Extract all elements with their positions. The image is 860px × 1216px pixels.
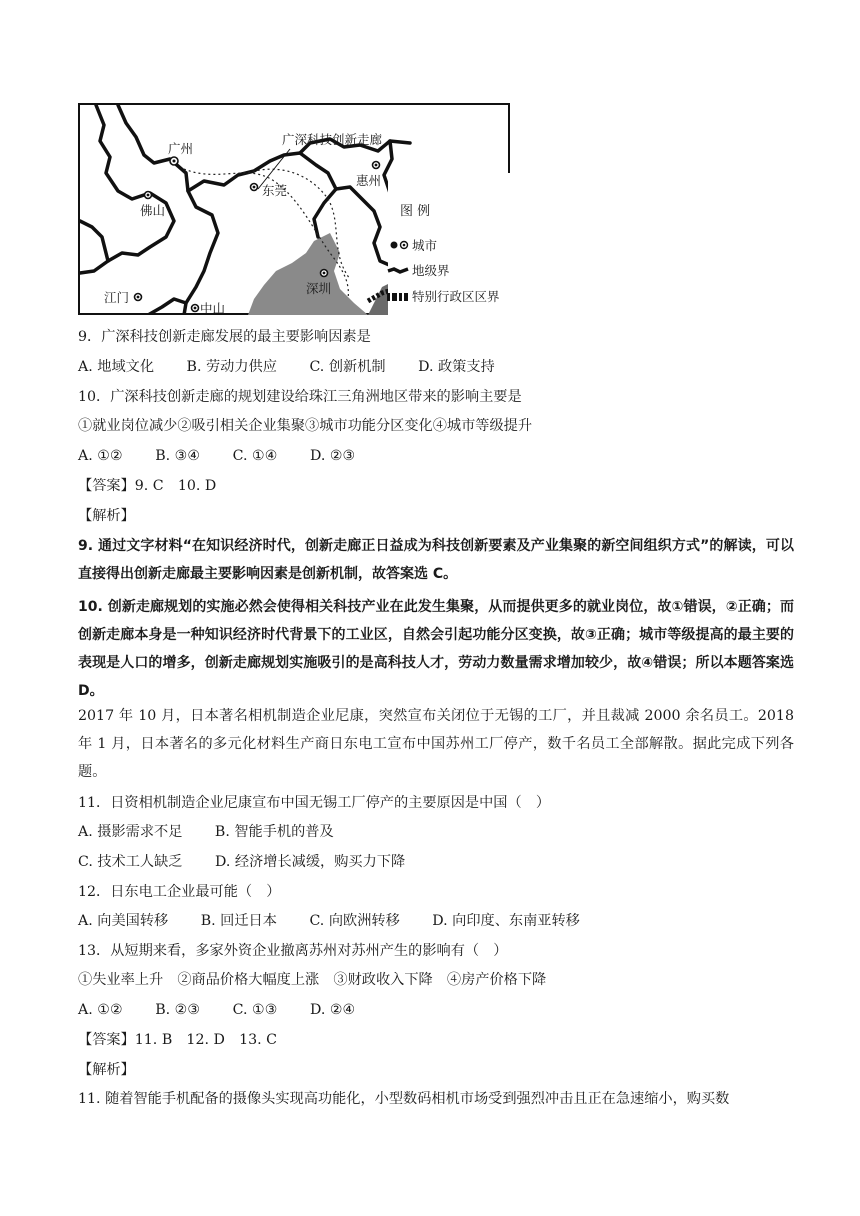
option: D. 向印度、东南亚转移 [432, 913, 580, 929]
question-9-options [78, 357, 523, 377]
analysis-label-1: 【解析】 [78, 508, 135, 524]
pearl-river-delta-map [78, 103, 510, 315]
legend-boundary-label: 地级界 [412, 263, 450, 278]
label-corridor: 广深科技创新走廊 [282, 132, 383, 147]
option: C. 创新机制 [309, 359, 386, 375]
label-jiangmen: 江门 [104, 290, 130, 305]
question-11-options-row1 [78, 822, 362, 842]
question-12-stem: 12．日东电工企业最可能（ ） [78, 884, 281, 900]
answer-9-10: 【答案】9. C 10. D [78, 478, 217, 494]
option: A. ①② [78, 448, 123, 464]
analysis-10-text: 10. 创新走廊规划的实施必然会使得相关科技产业在此发生集聚，从而提供更多的就业岗位，故①错误，②正确；而创新走廊本身是一种知识经济时代背景下的工业区，自然会引起功能分区变换，故③正确；城市等级提高的最主要的表现是人口的增多，创新走廊规划实施吸引的是高科技人才，劳动力数量需求增加较少，故④错误；所以本题答案选 D。 [78, 599, 794, 699]
label-zhongshan: 中山 [200, 301, 226, 315]
legend-city-label: 城市 [412, 238, 438, 253]
question-10-statements: ①就业岗位减少②吸引相关企业集聚③城市功能分区变化④城市等级提升 [78, 418, 533, 434]
option: A. 向美国转移 [78, 913, 169, 929]
label-dongguan: 东莞 [262, 183, 288, 198]
option: C. 向欧洲转移 [309, 913, 400, 929]
label-guangzhou: 广州 [168, 141, 194, 156]
analysis-9: 9. 通过文字材料“在知识经济时代，创新走廊正日益成为科技创新要素及产业集聚的新空间组织方式”的解读，可以直接得出创新走廊最主要影响因素是创新机制，故答案选 C。 [78, 538, 794, 582]
option: A. 地域文化 [78, 359, 155, 375]
option: D. ②③ [309, 448, 356, 464]
option: A. 摄影需求不足 [78, 824, 183, 840]
option: D. 经济增长减缓，购买力下降 [215, 854, 406, 870]
option: B. 回迁日本 [200, 913, 277, 929]
question-11-stem: 11．日资相机制造企业尼康宣布中国无锡工厂停产的主要原因是中国（ ） [78, 795, 551, 811]
analysis-10 [78, 593, 794, 705]
material-paragraph: 2017 年 10 月，日本著名相机制造企业尼康，突然宣布关闭位于无锡的工厂，并且裁减 2000 余名员工。2018 年 1 月，日本著名的多元化材料生产商日东电工宣布中国苏州工厂停产，数千名员工全部解散。据此完成下列各题。 [78, 708, 794, 780]
option: B. ②③ [155, 1002, 201, 1018]
option: B. ③④ [155, 448, 201, 464]
label-foshan: 佛山 [140, 203, 166, 218]
analysis-label-2: 【解析】 [78, 1062, 135, 1078]
legend-sar-boundary-label: 特别行政区区界 [412, 289, 500, 304]
legend-boundary-icon [388, 269, 408, 272]
question-10-options [78, 446, 383, 466]
option: C. 技术工人缺乏 [78, 854, 183, 870]
question-13-stem: 13．从短期来看，多家外资企业撤离苏州对苏州产生的影响有（ ） [78, 943, 508, 959]
question-9-stem: 9．广深科技创新走廊发展的最主要影响因素是 [78, 329, 371, 345]
option: D. ②④ [309, 1002, 356, 1018]
option: D. 政策支持 [418, 359, 495, 375]
analysis-11: 11. 随着智能手机配备的摄像头实现高功能化，小型数码相机市场受到强烈冲击且正在急速缩小，购买数 [78, 1091, 730, 1107]
legend-title: 图 例 [400, 204, 431, 219]
question-13-statements: ①失业率上升 ②商品价格大幅度上涨 ③财政收入下降 ④房产价格下降 [78, 972, 547, 988]
option: C. ①③ [232, 1002, 278, 1018]
option: B. 智能手机的普及 [214, 824, 334, 840]
option: A. ①② [78, 1002, 123, 1018]
question-12-options [78, 911, 608, 931]
label-huizhou: 惠州 [356, 173, 382, 188]
option: C. ①④ [232, 448, 278, 464]
question-13-options [78, 1000, 383, 1020]
answer-11-13: 【答案】11. B 12. D 13. C [78, 1032, 277, 1048]
question-11-options-row2 [78, 852, 433, 872]
question-10-stem: 10．广深科技创新走廊的规划建设给珠江三角洲地区带来的影响主要是 [78, 389, 522, 405]
label-shenzhen: 深圳 [306, 281, 332, 296]
option: B. 劳动力供应 [186, 359, 277, 375]
map-figure [78, 103, 510, 315]
